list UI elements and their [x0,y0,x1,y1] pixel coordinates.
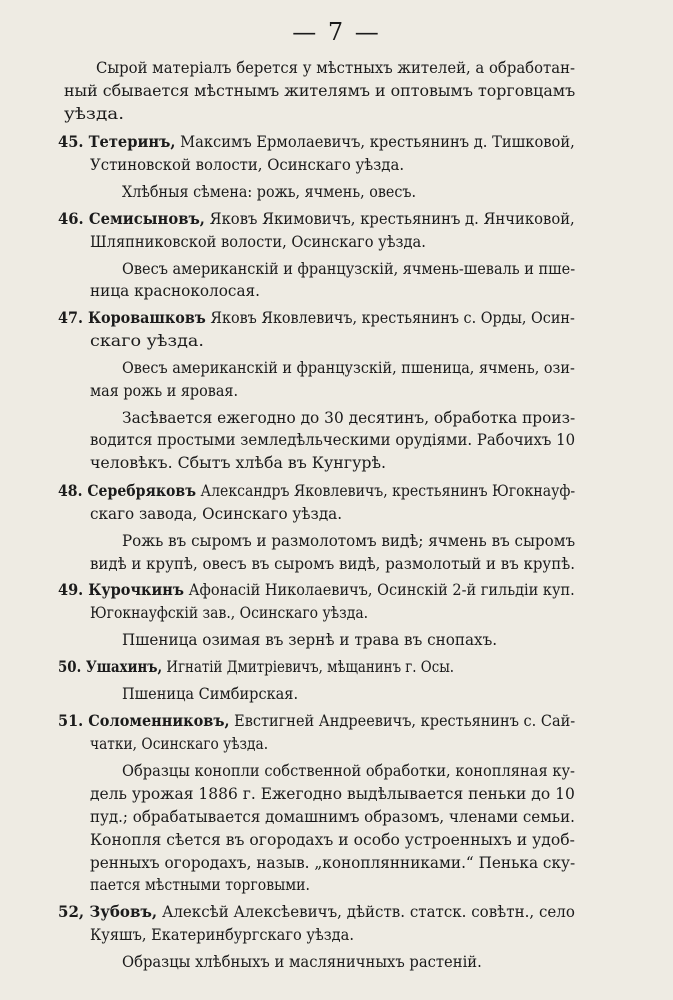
line-text: Устиновской волости, Осинскаго уѣзда. [90,155,405,174]
line-text: Югокнауфскій зав., Осинскаго уѣзда. [90,603,369,622]
text-line [96,58,575,78]
text-line [90,554,575,574]
text-line [90,603,368,623]
line-text: Овесъ американскій и французскій, ячмень-шеваль и пше- [122,259,576,278]
text-line [90,331,204,351]
line-text: видѣ и крупѣ, овесъ въ сыромъ видѣ, размолотый и въ крупѣ. [90,554,576,573]
line-text: Конопля сѣется въ огородахъ и особо устроенныхъ и удоб- [90,830,575,849]
text-line [64,81,575,101]
line-text: Засѣвается ежегодно до 30 десятинъ, обработка произ- [122,408,576,427]
line-text: Пшеница озимая въ зернѣ и трава въ снопахъ. [122,630,498,649]
line-text: Максимъ Ермолаевичъ, крестьянинъ д. Тишковой, [175,132,575,151]
line-text: пуд.; обрабатывается домашнимъ образомъ, членами семьи. [90,807,575,826]
text-line [90,155,404,175]
entry-heading-line [58,481,575,501]
text-line [90,830,575,850]
line-text: Яковъ Яковлевичъ, крестьянинъ с. Орды, Осин- [205,308,575,327]
page-number: — 7 — [292,18,381,46]
text-line [90,875,310,895]
line-text: дель урожая 1886 г. Ежегодно выдѣлывается пеньки до 10 [90,784,575,803]
line-text: скаго уѣзда. [90,331,204,350]
entry-heading-line [58,711,575,731]
entry-number: 52, [58,902,90,921]
text-line [90,504,342,524]
text-line [64,104,124,124]
entry-name: Зубовъ, [89,902,158,921]
entry-number: 45. [58,132,89,151]
text-line [90,381,238,401]
text-line [90,734,268,754]
line-text: Рожь въ сыромъ и размолотомъ видѣ; ячмень въ сыромъ [122,531,576,550]
line-text: Афонасій Николаевичъ, Осинскій 2-й гильдіи куп. [183,580,575,599]
text-line [90,853,575,873]
text-line [122,182,416,202]
text-line [122,761,575,781]
entry-number: 51. [58,711,89,730]
entry-name: Семисыновъ, [88,209,205,228]
entry-name: Серебряковъ [87,481,196,500]
text-line [122,952,482,972]
entry-heading-line [58,580,575,600]
line-text: ный сбывается мѣстнымъ жителямъ и оптовымъ торговцамъ [64,81,576,100]
entry-number: 50. [58,657,86,676]
line-text: Игнатій Дмитріевичъ, мѣщанинъ г. Осы. [162,657,455,676]
line-text: Куяшъ, Екатеринбургскаго уѣзда. [90,925,354,944]
text-line [90,784,575,804]
line-text: водится простыми земледѣльческими орудіями. Рабочихъ 10 [90,430,576,449]
line-text: ница красноколосая. [90,281,261,300]
line-text: Шляпниковской волости, Осинскаго уѣзда. [90,232,426,251]
line-text: Яковъ Якимовичъ, крестьянинъ д. Янчиковой, [204,209,575,228]
entry-name: Тетеринъ, [88,132,176,151]
entry-heading-line [58,132,575,152]
text-line [90,281,260,301]
line-text: Сырой матеріалъ берется у мѣстныхъ жителей, а обработан- [96,58,575,77]
entry-name: Коровашковъ [87,308,206,327]
line-text: Овесъ американскій и французскій, пшеница, ячмень, ози- [122,358,575,377]
line-text: Евстигней Андреевичъ, крестьянинъ с. Сай- [229,711,576,730]
text-line [90,807,575,827]
entry-name: Курочкинъ [88,580,184,599]
line-text: пается мѣстными торговыми. [90,875,310,894]
line-text: человѣкъ. Сбытъ хлѣба въ Кунгурѣ. [90,453,386,472]
text-line [122,408,575,428]
line-text: Алексѣй Алексѣевичъ, дѣйств. статск. совѣтн., село [157,902,575,921]
line-text: уѣзда. [64,104,125,123]
line-text: Образцы хлѣбныхъ и масляничныхъ растеній. [122,952,482,971]
text-line [122,684,298,704]
entry-number: 49. [58,580,89,599]
text-line [122,358,575,378]
entry-heading-line [58,657,454,677]
text-line [122,630,497,650]
entry-heading-line [58,308,575,328]
entry-number: 48. [58,481,88,500]
entry-heading-line [58,902,575,922]
line-text: чатки, Осинскаго уѣзда. [90,734,269,753]
line-text: Пшеница Симбирская. [122,684,299,703]
line-text: Хлѣбныя сѣмена: рожь, ячмень, овесъ. [122,182,417,201]
line-text: Образцы конопли собственной обработки, конопляная ку- [122,761,575,780]
line-text: мая рожь и яровая. [90,381,239,400]
entry-heading-line [58,209,575,229]
text-line [122,531,575,551]
text-line [90,430,575,450]
entry-number: 46. [58,209,89,228]
entry-name: Соломенниковъ, [88,711,230,730]
text-line [122,259,575,279]
text-line [90,925,354,945]
line-text: Александръ Яковлевичъ, крестьянинъ Югокнауф- [195,481,576,500]
text-line [90,453,386,473]
entry-name: Ушахинъ, [85,657,163,676]
text-line [90,232,426,252]
line-text: ренныхъ огородахъ, назыв. „коноплянниками.“ Пенька ску- [90,853,576,872]
entry-number: 47. [58,308,88,327]
line-text: скаго завода, Осинскаго уѣзда. [90,504,343,523]
